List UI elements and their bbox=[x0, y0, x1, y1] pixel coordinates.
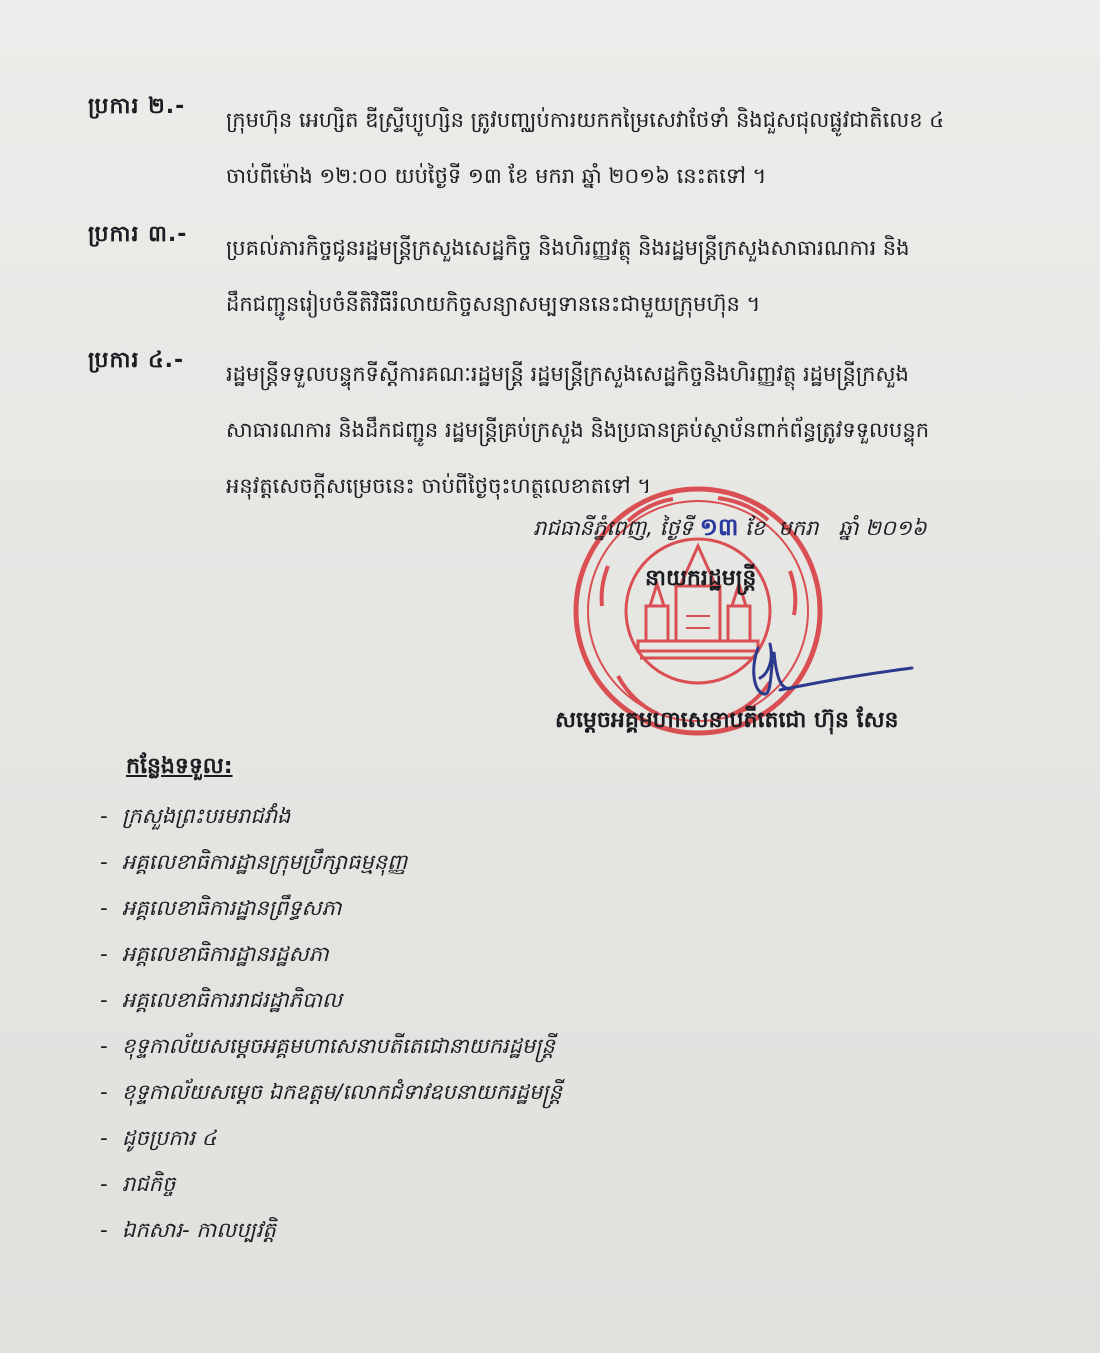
article-label: ប្រការ ២.- bbox=[88, 94, 186, 119]
recipient-name: ខុទ្ទកាល័យសម្តេច ឯកឧត្តម/លោកជំទាវឧបនាយករដ្ឋមន្ត្រី bbox=[122, 1080, 562, 1104]
date-month-prefix: ខែ bbox=[745, 516, 766, 540]
signature-icon bbox=[740, 630, 920, 710]
article-line: ប្រគល់ភារកិច្ចជូនរដ្ឋមន្ត្រីក្រសួងសេដ្ឋកិច្ច និងហិរញ្ញវត្ថុ និងរដ្ឋមន្ត្រីក្រសួងសាធារណការ និង bbox=[226, 236, 910, 260]
recipient-name: អគ្គលេខាធិការរាជរដ្ឋាភិបាល bbox=[122, 988, 342, 1012]
signatory-title: នាយករដ្ឋមន្ត្រី bbox=[645, 566, 757, 591]
list-item: - ខុទ្ទកាល័យសម្តេច ឯកឧត្តម/លោកជំទាវឧបនាយករដ្ឋមន្ត្រី bbox=[100, 1080, 562, 1104]
recipient-name: រាជកិច្ច bbox=[122, 1172, 176, 1196]
date-month: មករា bbox=[778, 516, 819, 540]
article-line: រដ្ឋមន្ត្រីទទួលបន្ទុកទីស្តីការគណៈរដ្ឋមន្ត្រី រដ្ឋមន្ត្រីក្រសួងសេដ្ឋកិច្ចនិងហិរញ្ញវត្ថុ រដ្ឋមន្ត្រីក្រសួង bbox=[226, 362, 909, 386]
date-day-prefix: ថ្ងៃទី bbox=[659, 516, 693, 540]
article-label: ប្រការ ៤.- bbox=[88, 348, 185, 373]
article-body bbox=[226, 220, 1023, 332]
date-line bbox=[533, 512, 983, 547]
recipient-name: អគ្គលេខាធិការដ្ឋានព្រឹទ្ធសភា bbox=[122, 896, 342, 920]
article-line: ដឹកជញ្ជូនរៀបចំនីតិវិធីរំលាយកិច្ចសន្យាសម្បទាននេះជាមួយក្រុមហ៊ុន ។ bbox=[226, 292, 761, 316]
list-item: - ក្រសួងព្រះបរមរាជវាំង bbox=[100, 804, 291, 828]
article-line: ក្រុមហ៊ុន អេហ្សិត ឌីស្រ្ទីប្យូហ្សិន ត្រូវបញ្ឈប់ការយកកម្រៃសេវាថែទាំ និងជួសជុលផ្លូវជាតិលេខ ៤ bbox=[226, 108, 945, 132]
list-item: - អគ្គលេខាធិការដ្ឋានរដ្ឋសភា bbox=[100, 942, 329, 966]
recipients-list bbox=[100, 796, 562, 1256]
list-item: - អគ្គលេខាធិការដ្ឋានក្រុមប្រឹក្សាធម្មនុញ្ញ bbox=[100, 850, 408, 874]
date-year-prefix: ឆ្នាំ bbox=[838, 516, 859, 540]
date-year: ២០១៦ bbox=[865, 516, 927, 540]
recipient-name: អគ្គលេខាធិការដ្ឋានរដ្ឋសភា bbox=[122, 942, 329, 966]
article-body bbox=[226, 92, 1023, 204]
article-line: សាធារណការ និងដឹកជញ្ជូន រដ្ឋមន្ត្រីគ្រប់ក្រសួង និងប្រធានគ្រប់ស្ថាប័នពាក់ព័ន្ធត្រូវទទួលបន្ទុក bbox=[226, 418, 930, 442]
signer-name: សម្តេចអគ្គមហាសេនាបតីតេជោ ហ៊ុន សែន bbox=[555, 708, 899, 733]
recipient-name: ដូចប្រការ ៤ bbox=[122, 1126, 217, 1150]
list-item: - រាជកិច្ច bbox=[100, 1172, 176, 1196]
date-day: ១៣ bbox=[699, 513, 739, 541]
recipient-name: ក្រសួងព្រះបរមរាជវាំង bbox=[122, 804, 291, 828]
recipients-heading: កន្លែងទទួល: bbox=[126, 754, 233, 779]
list-item: - ឯកសារ- កាលប្បវត្តិ bbox=[100, 1218, 276, 1242]
list-item: - អគ្គលេខាធិការរាជរដ្ឋាភិបាល bbox=[100, 988, 342, 1012]
list-item: - ដូចប្រការ ៤ bbox=[100, 1126, 217, 1150]
article-label: ប្រការ ៣.- bbox=[88, 222, 188, 247]
list-item: - ខុទ្ទកាល័យសម្តេចអគ្គមហាសេនាបតីតេជោនាយករដ្ឋមន្ត្រី bbox=[100, 1034, 555, 1058]
article-line: អនុវត្តសេចក្តីសម្រេចនេះ ចាប់ពីថ្ងៃចុះហត្ថលេខាតទៅ ។ bbox=[226, 474, 652, 498]
list-item: - អគ្គលេខាធិការដ្ឋានព្រឹទ្ធសភា bbox=[100, 896, 342, 920]
article-line: ចាប់ពីម៉ោង ១២:០០ យប់ថ្ងៃទី ១៣ ខែ មករា ឆ្នាំ ២០១៦ នេះតទៅ ។ bbox=[226, 164, 767, 188]
date-place: រាជធានីភ្នំពេញ, bbox=[533, 516, 653, 540]
recipient-name: អគ្គលេខាធិការដ្ឋានក្រុមប្រឹក្សាធម្មនុញ្ញ bbox=[122, 850, 408, 874]
recipient-name: ខុទ្ទកាល័យសម្តេចអគ្គមហាសេនាបតីតេជោនាយករដ្ឋមន្ត្រី bbox=[122, 1034, 555, 1058]
recipient-name: ឯកសារ- កាលប្បវត្តិ bbox=[122, 1218, 276, 1242]
